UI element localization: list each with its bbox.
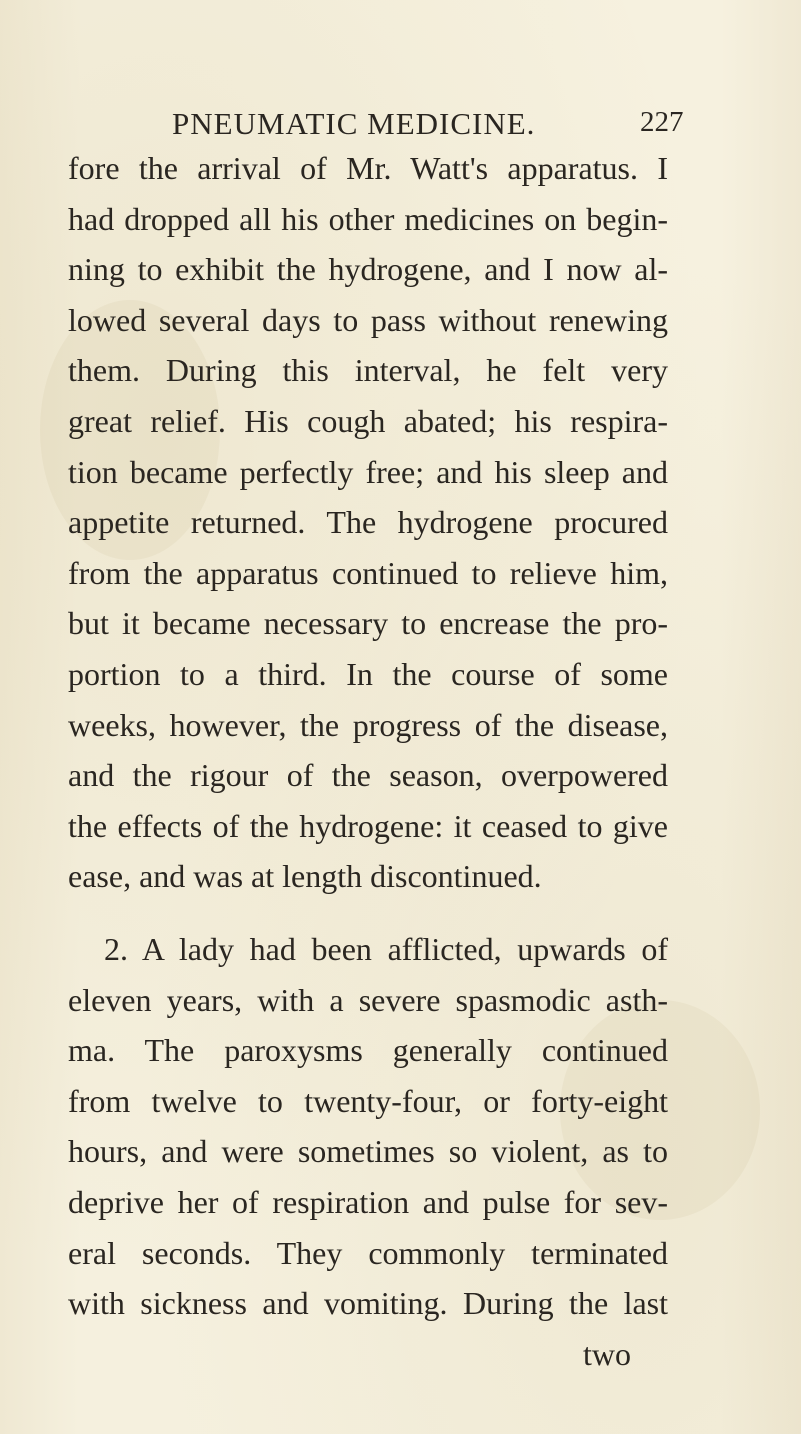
text-line: weeks, however, the progress of the disease,: [68, 707, 668, 743]
text-line: deprive her of respiration and pulse for sev-: [68, 1184, 668, 1220]
text-line: eleven years, with a severe spasmodic asth-: [68, 982, 668, 1018]
text-line: ma. The paroxysms generally continued: [68, 1032, 668, 1068]
text-line: tion became perfectly free; and his sleep and: [68, 454, 668, 490]
text-line: the effects of the hydrogene: it ceased to give: [68, 808, 668, 844]
text-line: and the rigour of the season, overpowered: [68, 757, 668, 793]
catchword: two: [583, 1336, 631, 1372]
text-line: ease, and was at length discontinued.: [68, 858, 542, 894]
text-line: lowed several days to pass without renewing: [68, 302, 668, 338]
text-line: with sickness and vomiting. During the last: [68, 1285, 668, 1321]
text-line: eral seconds. They commonly terminated: [68, 1235, 668, 1271]
text-line: from the apparatus continued to relieve him,: [68, 555, 668, 591]
text-line: ning to exhibit the hydrogene, and I now al-: [68, 251, 668, 287]
text-line: had dropped all his other medicines on begin-: [68, 201, 668, 237]
text-line: but it became necessary to encrease the pro-: [68, 605, 668, 641]
text-line: 2. A lady had been afflicted, upwards of: [104, 931, 668, 967]
text-line: portion to a third. In the course of some: [68, 656, 668, 692]
running-head: PNEUMATIC MEDICINE.: [172, 106, 536, 141]
text-line: hours, and were sometimes so violent, as to: [68, 1133, 668, 1169]
text-line: from twelve to twenty-four, or forty-eight: [68, 1083, 668, 1119]
text-line: great relief. His cough abated; his respira-: [68, 403, 668, 439]
text-line: fore the arrival of Mr. Watt's apparatus. I: [68, 150, 668, 186]
text-line: appetite returned. The hydrogene procured: [68, 504, 668, 540]
text-line: them. During this interval, he felt very: [68, 352, 668, 388]
page-number: 227: [640, 106, 684, 138]
